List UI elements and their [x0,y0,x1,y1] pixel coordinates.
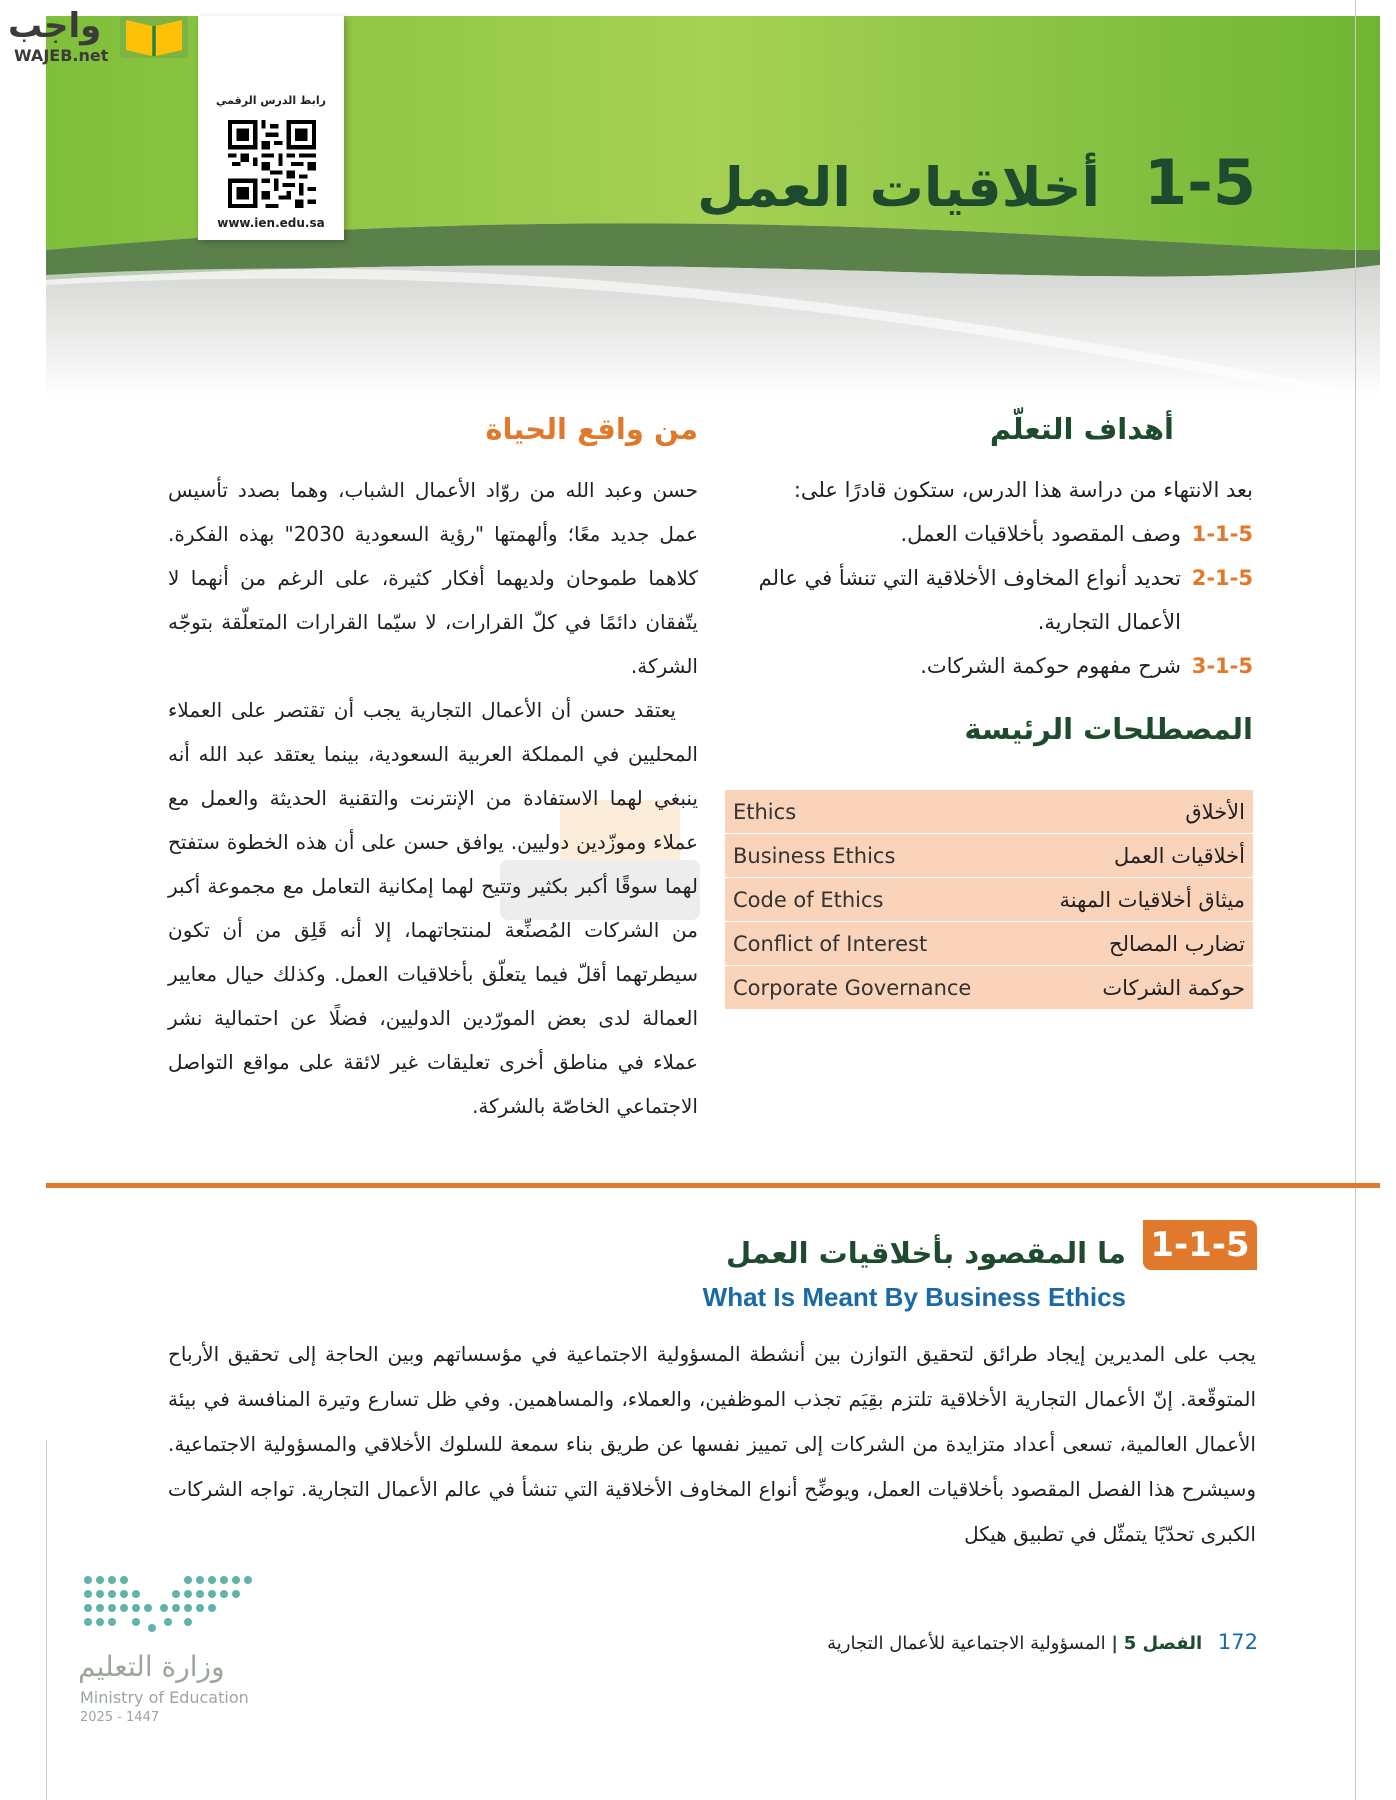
objective-number: 2-1-5 [1191,566,1253,590]
term-english: Business Ethics [733,843,896,868]
wajeb-logo [8,6,188,66]
real-life-text [168,468,698,1128]
section-number-badge: 1-1-5 [1143,1220,1257,1270]
qr-code-icon[interactable] [228,120,316,208]
term-arabic: تضارب المصالح [1109,931,1245,956]
left-margin-line [46,1440,47,1800]
term-english: Ethics [733,799,797,824]
term-row [725,966,1253,1010]
logo-latin: WAJEB.net [14,46,109,65]
digital-lesson-qr-card[interactable] [198,16,344,240]
objective-text: وصف المقصود بأخلاقيات العمل. [900,522,1181,546]
objective-number: 3-1-5 [1191,654,1253,678]
ministry-years: 2025 - 1447 [80,1710,160,1725]
objective-number: 1-1-5 [1191,522,1253,546]
objective-item [733,556,1253,644]
qr-url: www.ien.edu.sa [217,216,325,230]
objective-item [733,644,1253,688]
section-divider [46,1183,1380,1188]
key-terms-table [725,790,1253,1010]
chapter-label: الفصل 5 [1123,1633,1203,1654]
page-footer [827,1630,1258,1654]
real-life-heading: من واقع الحياة [485,412,698,446]
term-row [725,878,1253,922]
logo-arabic: واجب [8,6,102,46]
objectives-intro: بعد الانتهاء من دراسة هذا الدرس، ستكون قادرًا على: [793,478,1253,502]
footer-separator: | [1111,1633,1118,1654]
lesson-title: أخلاقيات العمل [697,156,1100,219]
objective-text: تحديد أنواع المخاوف الأخلاقية التي تنشأ في عالم الأعمال التجارية. [758,566,1181,634]
term-arabic: الأخلاق [1185,799,1245,824]
term-english: Conflict of Interest [733,931,928,956]
ministry-name-arabic: وزارة التعليم [78,1650,225,1683]
term-row [725,922,1253,966]
key-terms-heading: المصطلحات الرئيسة [964,712,1253,746]
qr-caption: رابط الدرس الرقمي [216,94,326,107]
term-arabic: ميثاق أخلاقيات المهنة [1059,887,1245,912]
objectives-list [733,468,1253,688]
term-english: Code of Ethics [733,887,884,912]
page-number: 172 [1217,1630,1258,1654]
term-row [725,790,1253,834]
objective-text: شرح مفهوم حوكمة الشركات. [920,654,1181,678]
term-arabic: أخلاقيات العمل [1114,843,1245,868]
term-english: Corporate Governance [733,975,972,1000]
objective-item [733,512,1253,556]
real-life-paragraph-1: حسن وعبد الله من روّاد الأعمال الشباب، وهما بصدد تأسيس عمل جديد معًا؛ وألهمتها "رؤية السعودية 2030" بهذه الفكرة. كلاهما طموحان ولديهما أفكار كثيرة، على الرغم من أنهما لا يتّفقان دائمًا في كلّ القرارات، لا سيّما القرارات المتعلّقة بتوجّه الشركة. [168,478,699,678]
ministry-of-education-logo [78,1570,268,1730]
ministry-name-english: Ministry of Education [80,1688,249,1707]
section-title-arabic: ما المقصود بأخلاقيات العمل [726,1236,1126,1270]
right-margin-line [1355,0,1356,1800]
real-life-paragraph-2: يعتقد حسن أن الأعمال التجارية يجب أن تقتصر على العملاء المحليين في المملكة العربية السعودية، بينما يعتقد عبد الله أنه ينبغي لهما الاستفادة من الإنترنت والتقنية الحديثة والعمل مع عملاء وموزّدين دوليين. يوافق حسن على أن هذه الخطوة ستفتح لهما سوقًا أكبر بكثير وتتيح لهما إمكانية التعامل مع مجموعة أكبر من الشركات المُصنِّعة لمنتجاتهما، إلا أنه قَلِق من أن تكون سيطرتهما أقلّ فيما يتعلّق بأخلاقيات العمل. وكذلك حيال معايير العمالة لدى بعض المورّدين الدوليين، فضلًا عن احتمالية نشر عملاء في مناطق أخرى تعليقات غير لائقة على مواقع التواصل الاجتماعي الخاصّة بالشركة. [168,698,698,1118]
section-title-english: What Is Meant By Business Ethics [702,1282,1126,1312]
chapter-title: المسؤولية الاجتماعية للأعمال التجارية [827,1633,1106,1654]
section-body: يجب على المديرين إيجاد طرائق لتحقيق التوازن بين أنشطة المسؤولية الاجتماعية في مؤسساتهم وبين الحاجة إلى تحقيق الأرباح المتوقّعة. إنّ الأعمال التجارية الأخلاقية تلتزم بقِيَم تجذب الموظفين، والعملاء، والمساهمين. وفي ظل تسارع وتيرة المنافسة في بيئة الأعمال العالمية، تسعى أعداد متزايدة من الشركات إلى تمييز نفسها عن طريق بناء سمعة للسلوك الأخلاقي والمسؤولية الاجتماعية. وسيشرح هذا الفصل المقصود بأخلاقيات العمل، ويوضِّح أنواع المخاوف الأخلاقية التي تنشأ في عالم الأعمال التجارية. تواجه الشركات الكبرى تحدّيًا يتمثّل في تطبيق هيكل [168,1342,1256,1546]
ministry-dots-icon [78,1570,258,1640]
book-icon [118,10,190,60]
lesson-number: 1-5 [1143,146,1256,219]
term-row [725,834,1253,878]
term-arabic: حوكمة الشركات [1102,975,1245,1000]
objectives-heading: أهداف التعلّم [989,412,1174,446]
